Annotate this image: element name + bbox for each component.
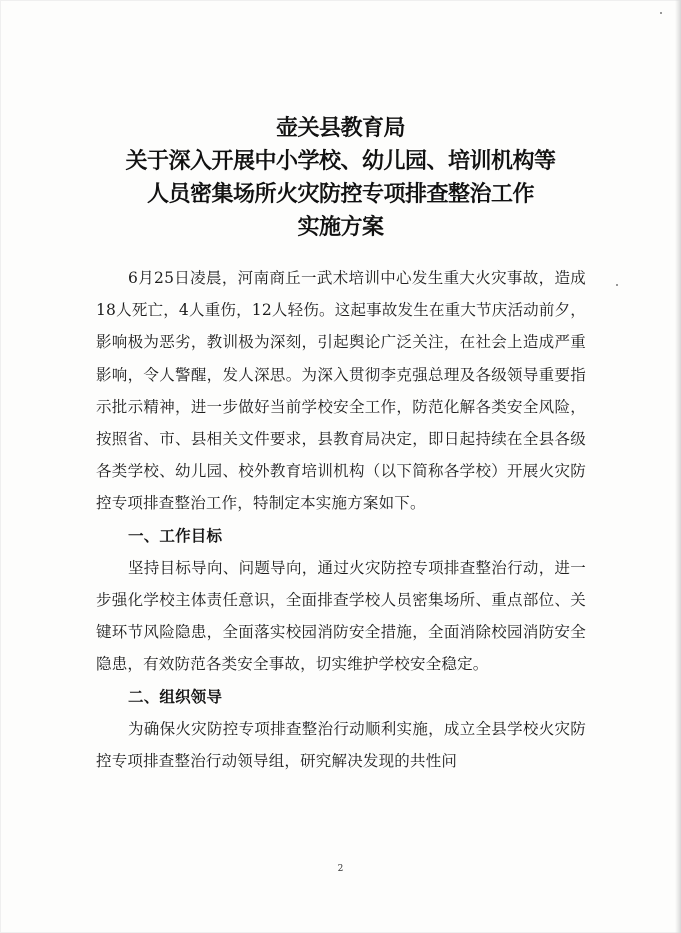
scan-speck [660,12,662,14]
page-number: 2 [337,864,344,874]
title-line-issuer: 壶关县教育局 [275,115,405,141]
paragraph-leadership: 为确保火灾防控专项排查整治行动顺利实施，成立全县学校火灾防控专项排查整治行动领导组，研究解决发现的共性问 [96,719,586,771]
paragraph-intro: 6月25日凌晨，河南商丘一武术培训中心发生重大火灾事故，造成18人死亡，4人重伤，12人轻伤。这起事故发生在重大节庆活动前夕，影响极为恶劣，教训极为深刻，引起舆论广泛关注，在社会上造成严重影响，令人警醒，发人深思。为深入贯彻李克强总理及各级领导重要指示批示精神，进一步做好当前学校安全工作，防范化解各类安全风险，按照省、市、县相关文件要求，县教育局决定，即日起持续在全县各级各类学校、幼儿园、校外教育培训机构（以下简称各学校）开展火灾防控专项排查整治工作，特制定本实施方案如下。 [96,269,586,513]
section-heading-leadership: 二、组织领导 [128,687,223,706]
section-heading-goals: 一、工作目标 [128,526,223,545]
title-line-doc-type: 实施方案 [297,214,384,240]
scan-speck [616,284,618,286]
document-body [96,262,586,777]
paragraph-goals: 坚持目标导向、问题导向，通过火灾防控专项排查整治行动，进一步强化学校主体责任意识，全面排查学校人员密集场所、重点部位、关键环节风险隐患，全面落实校园消防安全措施，全面消除校园消防安全隐患，有效防范各类安全事故，切实维护学校安全稳定。 [96,558,586,674]
document-title [0,112,681,244]
title-line-subject-1: 关于深入开展中小学校、幼儿园、培训机构等 [125,148,556,174]
title-line-subject-2: 人员密集场所火灾防控专项排查整治工作 [146,181,534,207]
